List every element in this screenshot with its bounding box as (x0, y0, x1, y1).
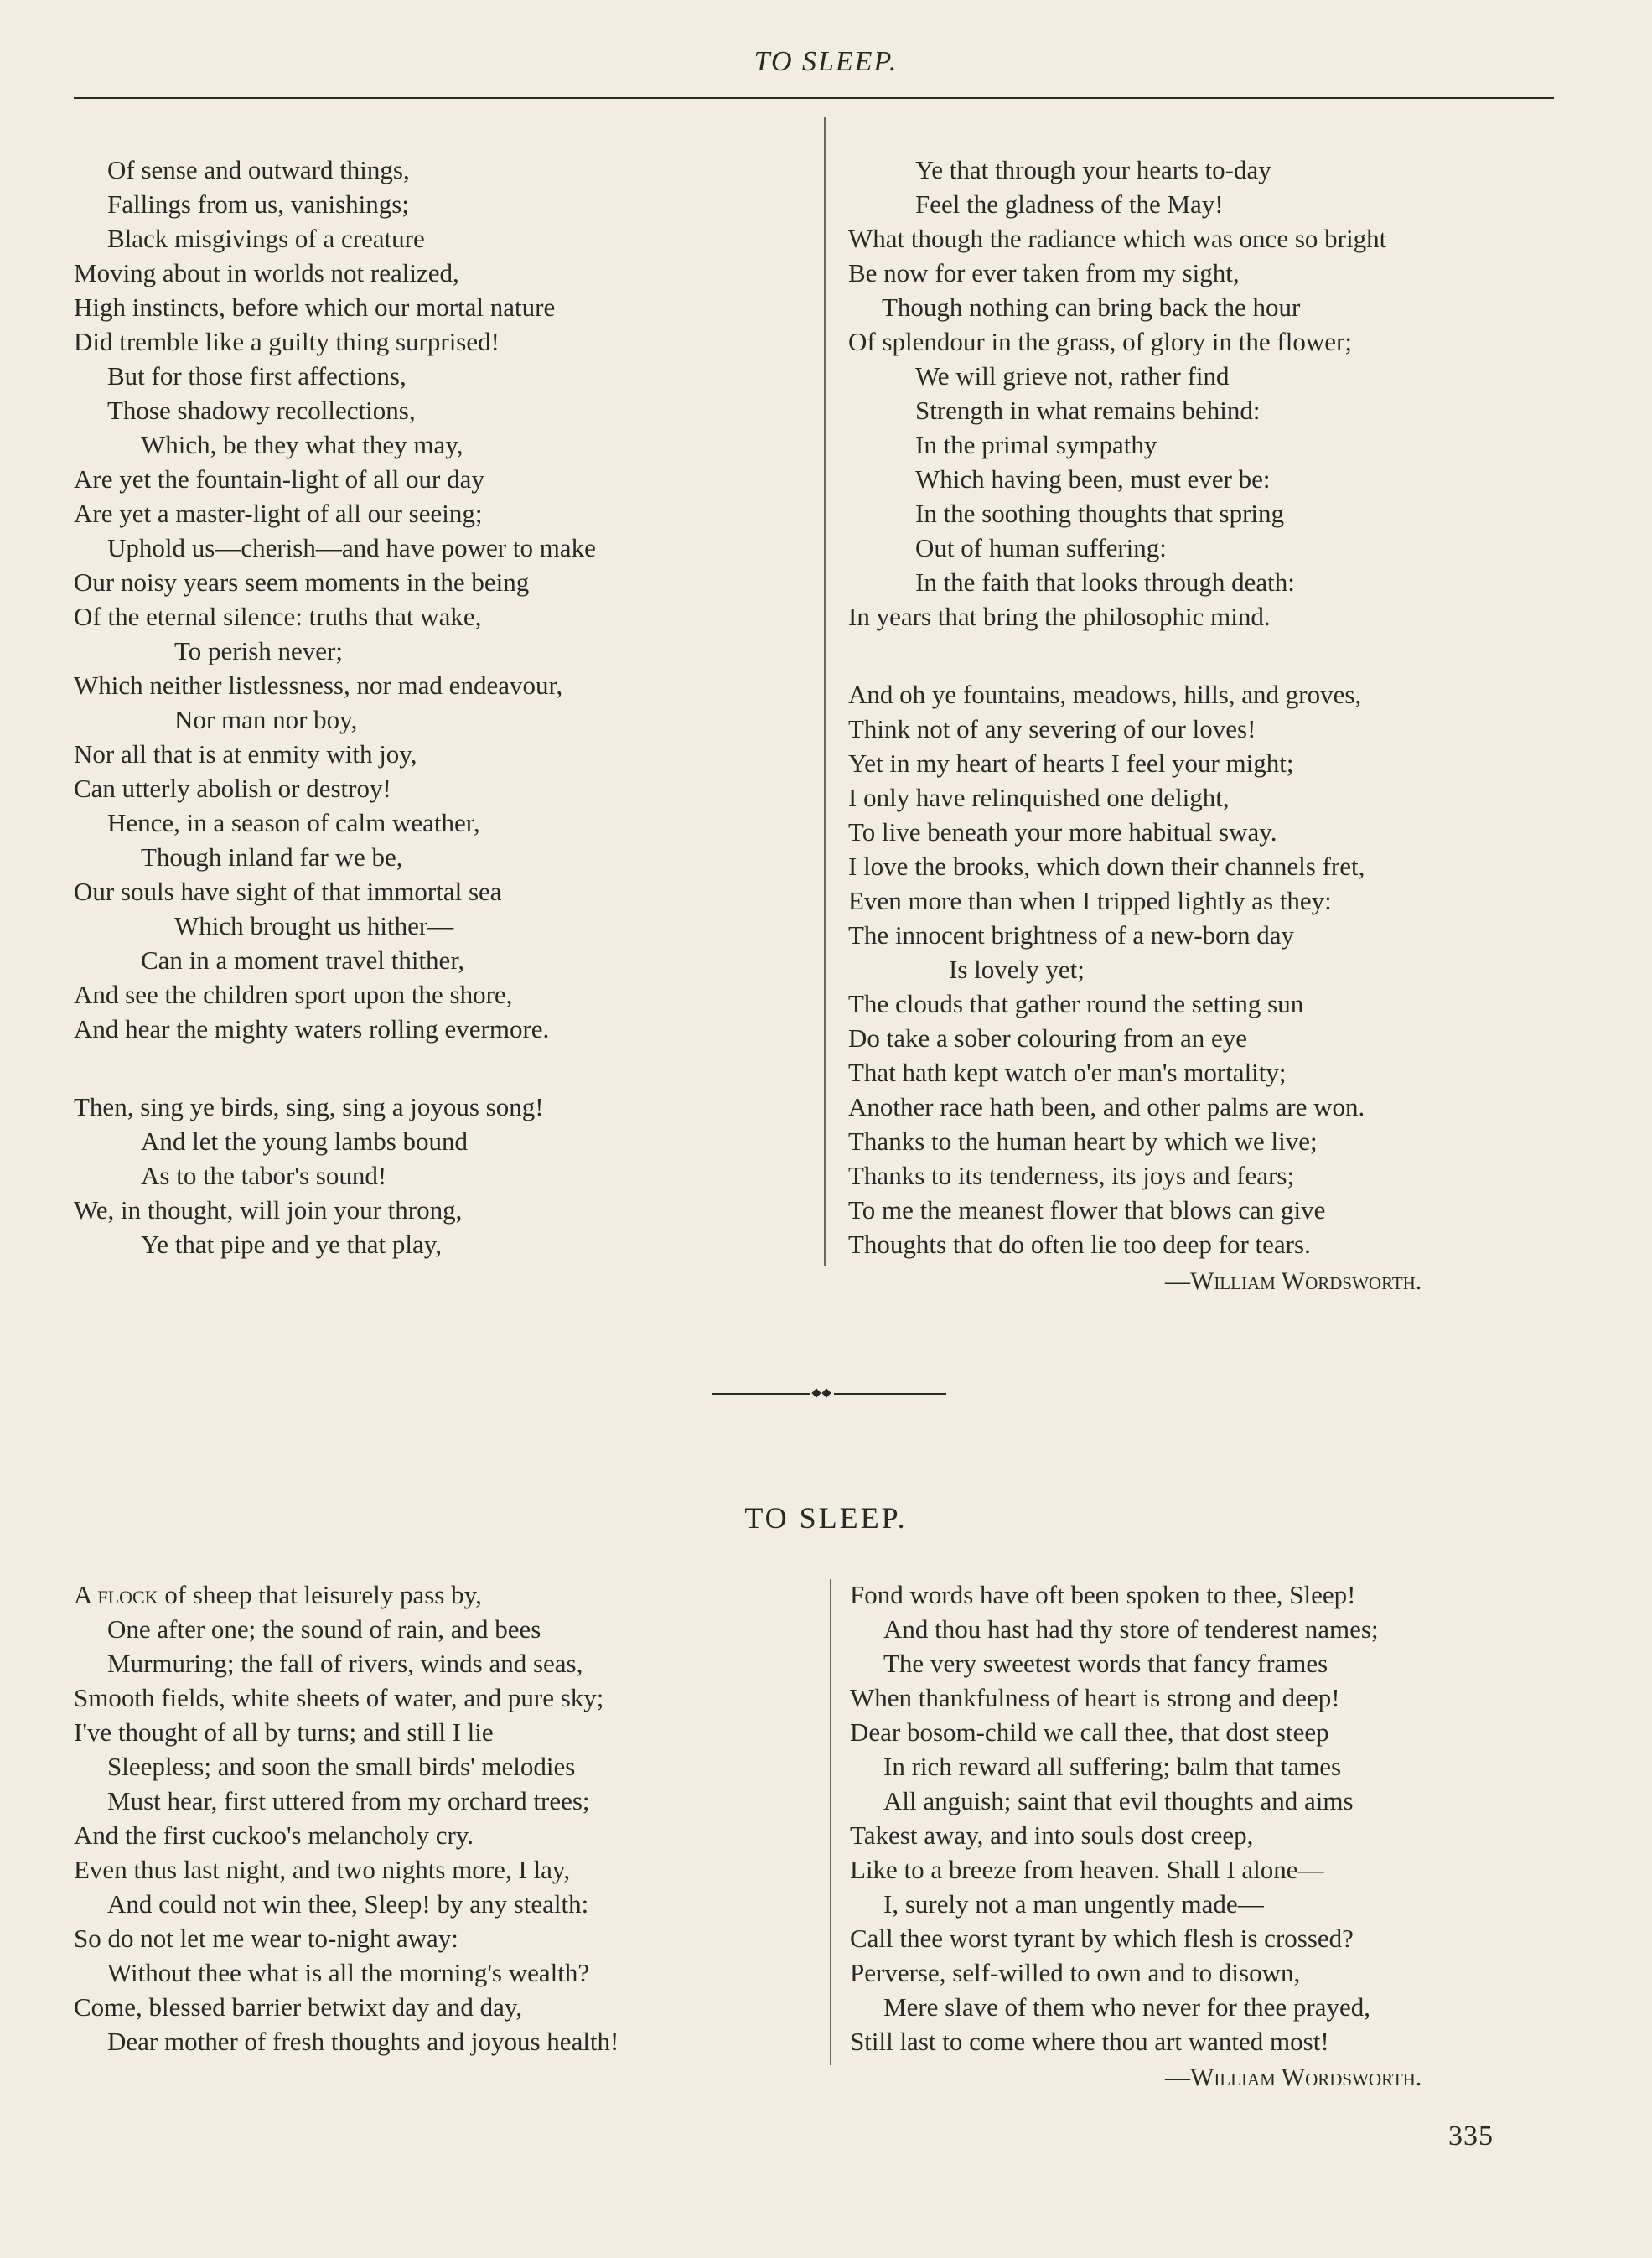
poem-line-text: Murmuring; the fall of rivers, winds and seas, (107, 1649, 583, 1678)
poem-line-text: Nor all that is at enmity with joy, (74, 739, 417, 769)
poem-line (848, 849, 1603, 883)
poem-line-text: But for those first affections, (107, 361, 407, 391)
poem-line (848, 153, 1603, 187)
poem-line-text: To live beneath your more habitual sway. (848, 817, 1277, 847)
stanza-break (848, 634, 1603, 677)
poem-line-text: Ye that through your hearts to-day (915, 155, 1271, 184)
poem-line (74, 634, 811, 668)
poem-line (74, 805, 811, 840)
poem-line-text: To me the meanest flower that blows can give (848, 1195, 1326, 1225)
poem-line-text: Without thee what is all the morning's wealth? (107, 1958, 590, 1987)
poem-line (848, 324, 1603, 359)
poem-line (74, 187, 811, 221)
poem-line (848, 290, 1603, 324)
poem-line (850, 1715, 1604, 1749)
poem-line-text: Hence, in a season of calm weather, (107, 808, 480, 837)
poem-line (74, 599, 811, 634)
poem-line (74, 221, 811, 256)
poem-line (74, 1749, 820, 1784)
ornament-diamond-icon (811, 1388, 821, 1397)
poem-line-text: Mere slave of them who never for thee prayed, (883, 1992, 1371, 2022)
poem-line (848, 221, 1603, 256)
poem-line (74, 393, 811, 427)
poem-line-text: Moving about in worlds not realized, (74, 258, 459, 287)
poem-line-text: Perverse, self-willed to own and to disown, (850, 1958, 1301, 1987)
sleep-attribution-text: —William Wordsworth. (1165, 2064, 1422, 2091)
poem-line (74, 1612, 820, 1646)
ornament-diamond-icon (821, 1388, 831, 1397)
poem-line (74, 1955, 820, 1990)
poem-line-text: I've thought of all by turns; and still I lie (74, 1717, 494, 1747)
poem-line (74, 1577, 820, 1612)
poem-line-text: Though nothing can bring back the hour (882, 293, 1301, 322)
poem-line (848, 746, 1603, 780)
page-number: 335 (1448, 2121, 1494, 2152)
poem-line-text: Of sense and outward things, (107, 155, 410, 184)
sleep-left-column (74, 1577, 820, 2059)
poem-line-text: All anguish; saint that evil thoughts and aims (883, 1786, 1354, 1815)
poem-line-text: Black misgivings of a creature (107, 224, 425, 253)
poem-line (848, 1227, 1603, 1261)
poem-line-text: Uphold us—cherish—and have power to make (107, 533, 596, 562)
poem-line-text: One after one; the sound of rain, and bees (107, 1614, 541, 1644)
poem-line (848, 187, 1603, 221)
poem-line-text: Which neither listlessness, nor mad endeavour, (74, 671, 563, 700)
poem-line (74, 324, 811, 359)
poem-line-text: High instincts, before which our mortal nature (74, 293, 556, 322)
poem-line-text: Fond words have oft been spoken to thee, Sleep! (850, 1580, 1356, 1609)
poem-line-text: Feel the gladness of the May! (915, 189, 1224, 219)
poem-line (848, 427, 1603, 462)
ode-attribution-text: —William Wordsworth. (1165, 1267, 1422, 1295)
poem-line-text: So do not let me wear to-night away: (74, 1924, 458, 1953)
poem-line (74, 531, 811, 565)
poem-line-text: Did tremble like a guilty thing surprised! (74, 327, 500, 356)
poem-line-text: That hath kept watch o'er man's mortality; (848, 1058, 1287, 1087)
poem-line (74, 1227, 811, 1261)
poem-line-text: And see the children sport upon the shore, (74, 980, 513, 1009)
poem-line (74, 1090, 811, 1124)
ornament-rule-right (834, 1393, 946, 1395)
poem-line-text: When thankfulness of heart is strong and deep! (850, 1683, 1340, 1712)
poem-line (74, 1784, 820, 1818)
poem-line (848, 712, 1603, 746)
ode-left-column (74, 153, 811, 1261)
poem-line (850, 1784, 1604, 1818)
running-head: TO SLEEP. (753, 46, 899, 77)
poem-line (74, 1990, 820, 2024)
poem-line-text: In years that bring the philosophic mind. (848, 602, 1271, 631)
poem-line-text: Smooth fields, white sheets of water, and pure sky; (74, 1683, 604, 1712)
poem-line-text: The very sweetest words that fancy frames (883, 1649, 1328, 1678)
poem-line (74, 1012, 811, 1046)
poem-line-text: And let the young lambs bound (141, 1126, 469, 1156)
poem-line-text: Are yet the fountain-light of all our day (74, 464, 484, 494)
poem-line (74, 943, 811, 977)
header-rule (74, 97, 1554, 99)
poem-line-text: To perish never; (174, 636, 343, 665)
poem-line-text: Strength in what remains behind: (915, 396, 1261, 425)
poem-line-text: Ye that pipe and ye that play, (141, 1230, 443, 1259)
poem-line (74, 874, 811, 909)
poem-line (848, 918, 1603, 952)
poem-line-text: Our noisy years seem moments in the being (74, 567, 530, 597)
poem-line-text: Even more than when I tripped lightly as they: (848, 886, 1332, 915)
poem-line-text: And the first cuckoo's melancholy cry. (74, 1820, 474, 1850)
column-divider (824, 117, 826, 1266)
poem-line (848, 1124, 1603, 1158)
poem-line (848, 952, 1603, 987)
poem-line (848, 1090, 1603, 1124)
poem-line (848, 883, 1603, 918)
poem-line-text: I love the brooks, which down their channels fret, (848, 852, 1365, 881)
poem-line-text: And thou hast had thy store of tenderest names; (883, 1614, 1379, 1644)
poem-line (74, 496, 811, 531)
poem-line (74, 359, 811, 393)
poem-line (74, 1852, 820, 1887)
poem-line-text: Nor man nor boy, (174, 705, 358, 734)
poem-line-text: Which brought us hither— (174, 911, 454, 940)
poem-line (74, 668, 811, 702)
poem-line (848, 531, 1603, 565)
poem-line (74, 256, 811, 290)
poem-line-text: And hear the mighty waters rolling evermore. (74, 1014, 550, 1044)
poem-line-text: Fallings from us, vanishings; (107, 189, 409, 219)
poem-line (848, 1158, 1603, 1193)
poem-line-text: Thanks to the human heart by which we live; (848, 1126, 1318, 1156)
poem-line-text: Those shadowy recollections, (107, 396, 416, 425)
poem-line-text: In rich reward all suffering; balm that tames (883, 1752, 1342, 1781)
poem-line (74, 1646, 820, 1681)
poem-line-text: Can in a moment travel thither, (141, 945, 465, 975)
poem-line-text: In the primal sympathy (915, 430, 1157, 459)
poem-line-text: We will grieve not, rather find (915, 361, 1230, 391)
poem-line-text: of sheep that leisurely pass by, (164, 1580, 482, 1609)
poem-line (850, 1612, 1604, 1646)
poem-line-text: I, surely not a man ungently made— (883, 1889, 1264, 1919)
poem-line-text: What though the radiance which was once so bright (848, 224, 1387, 253)
poem-line-text: Our souls have sight of that immortal sea (74, 877, 502, 906)
poem-line (74, 153, 811, 187)
poem-line-text: Must hear, first uttered from my orchard trees; (107, 1786, 590, 1815)
poem-line (848, 780, 1603, 815)
poem-line (848, 1021, 1603, 1055)
poem-line-text: Sleepless; and soon the small birds' melodies (107, 1752, 576, 1781)
poem-line-text: The innocent brightness of a new-born day (848, 920, 1295, 950)
poem-line-text: Out of human suffering: (915, 533, 1167, 562)
poem-line (74, 565, 811, 599)
poem-line-text: Which, be they what they may, (141, 430, 463, 459)
poem-line-text: Yet in my heart of hearts I feel your might; (848, 748, 1294, 778)
poem-line-text: In the faith that looks through death: (915, 567, 1295, 597)
poem-line-text: Call thee worst tyrant by which flesh is crossed? (850, 1924, 1354, 1953)
poem-line (850, 1577, 1604, 1612)
poem-line-text: And could not win thee, Sleep! by any stealth: (107, 1889, 589, 1919)
poem-line (74, 2024, 820, 2059)
sleep-right-column (850, 1577, 1604, 2059)
poem-line-text: Do take a sober colouring from an eye (848, 1023, 1248, 1053)
poem-line (74, 737, 811, 771)
poem-line (848, 815, 1603, 849)
poem-line-text: Takest away, and into souls dost creep, (850, 1820, 1254, 1850)
poem-line (850, 1646, 1604, 1681)
poem-line-text: Dear bosom-child we call thee, that dost steep (850, 1717, 1329, 1747)
poem-line-text: As to the tabor's sound! (141, 1161, 387, 1190)
poem-line (848, 565, 1603, 599)
poem-line (848, 599, 1603, 634)
ode-right-column (848, 153, 1603, 1261)
poem-line (850, 1818, 1604, 1852)
poem-line-text: Think not of any severing of our loves! (848, 714, 1256, 743)
poem-line (74, 840, 811, 874)
poem-line (74, 1681, 820, 1715)
poem-line-text: In the soothing thoughts that spring (915, 499, 1285, 528)
poem-line-text: Are yet a master-light of all our seeing; (74, 499, 483, 528)
poem-line (74, 1124, 811, 1158)
opening-small-caps: A flock (74, 1580, 158, 1609)
ode-attribution (1165, 1267, 1422, 1296)
poem-line-text: Then, sing ye birds, sing, sing a joyous song! (74, 1092, 544, 1121)
sleep-attribution (1165, 2064, 1422, 2092)
poem-line-text: And oh ye fountains, meadows, hills, and groves, (848, 680, 1362, 709)
poem-line (848, 359, 1603, 393)
poem-line (848, 462, 1603, 496)
poem-line (850, 1852, 1604, 1887)
poem-line (74, 1158, 811, 1193)
poem-line (74, 977, 811, 1012)
poem-line (848, 677, 1603, 712)
poem-line-text: Dear mother of fresh thoughts and joyous health! (107, 2027, 619, 2056)
poem-line-text: Still last to come where thou art wanted most! (850, 2027, 1329, 2056)
poem-line-text: Of the eternal silence: truths that wake, (74, 602, 482, 631)
column-divider (830, 1579, 831, 2065)
poem-line (74, 462, 811, 496)
poem-line (848, 256, 1603, 290)
poem-line (74, 1887, 820, 1921)
poem-line-text: Thoughts that do often lie too deep for tears. (848, 1230, 1311, 1259)
poem-line-text: Though inland far we be, (141, 842, 403, 872)
poem-line (74, 909, 811, 943)
poem-line-text: Like to a breeze from heaven. Shall I alone— (850, 1855, 1324, 1884)
poem-line (848, 393, 1603, 427)
poem-line-text: Be now for ever taken from my sight, (848, 258, 1240, 287)
poem-line-text: Thanks to its tenderness, its joys and fears; (848, 1161, 1295, 1190)
poem-line (74, 1715, 820, 1749)
stanza-break (74, 1046, 811, 1090)
section-divider-ornament (712, 1388, 946, 1400)
poem-line (74, 702, 811, 737)
poem-line (850, 1990, 1604, 2024)
poem-line (74, 1921, 820, 1955)
poem-line-text: Of splendour in the grass, of glory in the flower; (848, 327, 1352, 356)
poem-line (74, 771, 811, 805)
poem-line-text: Is lovely yet; (949, 955, 1085, 984)
poem-line-text: I only have relinquished one delight, (848, 783, 1230, 812)
poem-line (850, 1921, 1604, 1955)
poem-line (848, 987, 1603, 1021)
poem-line (848, 1055, 1603, 1090)
poem-line (850, 1955, 1604, 1990)
poem-line-text: Even thus last night, and two nights more, I lay, (74, 1855, 571, 1884)
poem-line (850, 1749, 1604, 1784)
poem-line-text: Another race hath been, and other palms are won. (848, 1092, 1365, 1121)
poem-line-text: Can utterly abolish or destroy! (74, 774, 391, 803)
poem-line-text: The clouds that gather round the setting sun (848, 989, 1304, 1018)
poem-line (74, 427, 811, 462)
poem-line (74, 1193, 811, 1227)
poem-line (848, 496, 1603, 531)
poem-title: TO SLEEP. (744, 1501, 908, 1535)
poem-line (850, 1681, 1604, 1715)
poem-line (850, 2024, 1604, 2059)
poem-line (848, 1193, 1603, 1227)
poem-line (74, 1818, 820, 1852)
poem-line-text: Which having been, must ever be: (915, 464, 1271, 494)
ornament-rule-left (712, 1393, 810, 1395)
poem-line-text: We, in thought, will join your throng, (74, 1195, 463, 1225)
poem-line (74, 290, 811, 324)
poem-line-text: Come, blessed barrier betwixt day and day, (74, 1992, 523, 2022)
poem-line (850, 1887, 1604, 1921)
